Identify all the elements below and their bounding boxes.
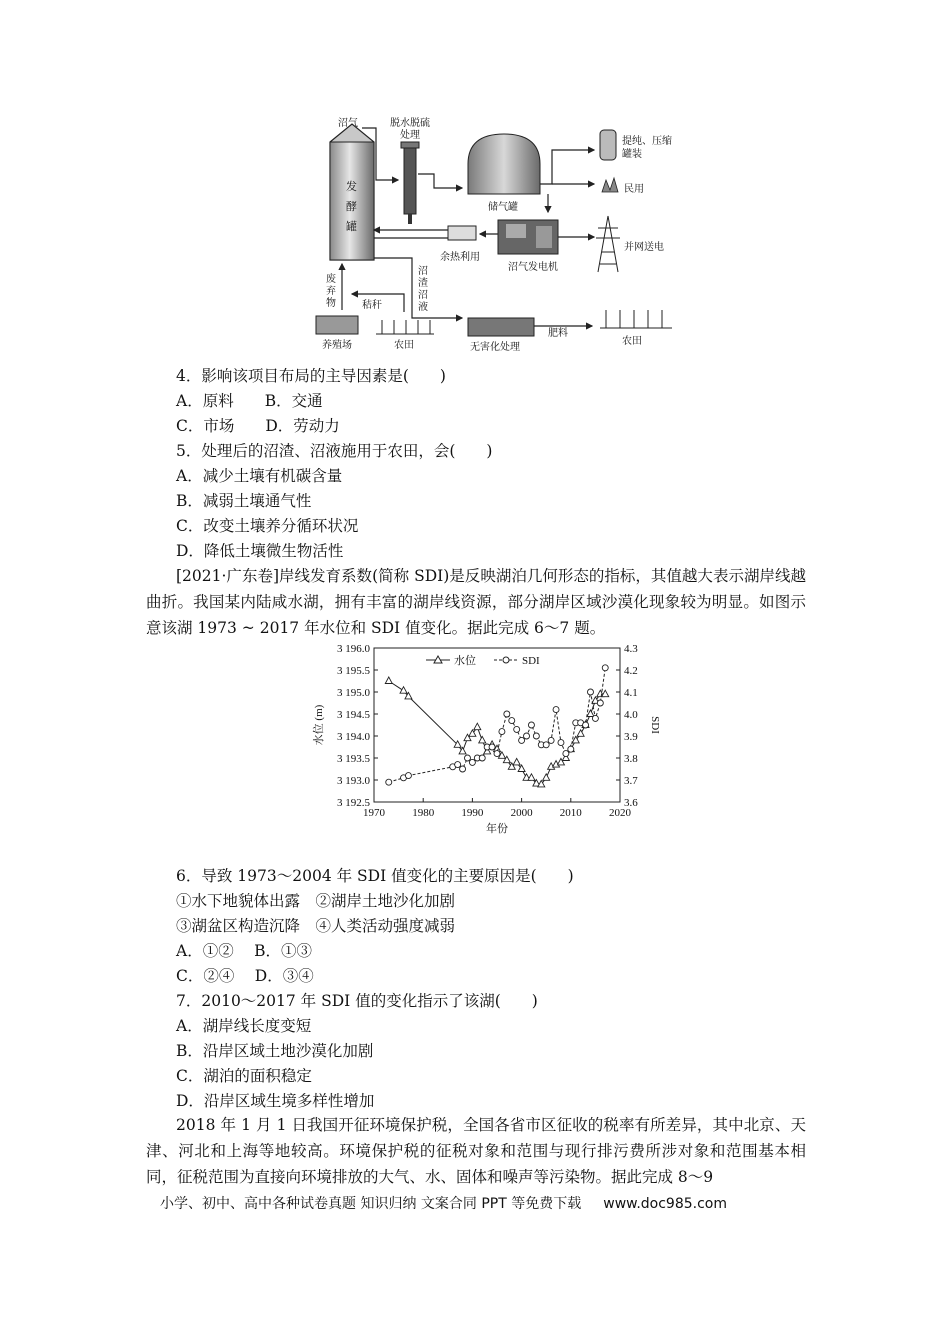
chart-legend xyxy=(426,653,540,667)
x-tick-label: 2000 xyxy=(510,807,533,819)
legend-marker-sdi xyxy=(503,657,509,663)
sdi-point xyxy=(548,737,554,743)
water-level-point xyxy=(474,723,481,730)
q4-options-cd: C．市场 D．劳动力 xyxy=(176,417,340,435)
y-right-tick-label: 4.3 xyxy=(624,643,638,655)
legend-label-water: 水位 xyxy=(454,655,476,667)
sdi-point xyxy=(494,751,500,757)
sdi-point xyxy=(514,726,520,732)
q6-options-cd: C．②④ D．③④ xyxy=(176,967,314,985)
q5-option-a: A．减少土壤有机碳含量 xyxy=(176,467,343,485)
y-right-tick-label: 3.6 xyxy=(624,797,638,809)
residue-label-2: 渣 xyxy=(418,278,428,289)
desulfur-label-2: 处理 xyxy=(400,130,420,141)
y-left-tick-label: 3 193.5 xyxy=(337,753,370,765)
sdi-point xyxy=(543,742,549,748)
q4-stem: 4．影响该项目布局的主导因素是( ) xyxy=(176,367,446,385)
residue-label-1: 沼 xyxy=(418,266,428,277)
sdi-point xyxy=(460,766,466,772)
q6-statements-34: ③湖盆区构造沉降 ④人类活动强度减弱 xyxy=(176,917,456,935)
field1-label: 农田 xyxy=(394,340,414,351)
water-level-point xyxy=(602,690,609,697)
desulfur-tower xyxy=(401,142,419,224)
sdi-point xyxy=(597,700,603,706)
x-tick-label: 2010 xyxy=(559,807,582,819)
residue-label-4: 液 xyxy=(418,302,428,313)
q5-stem: 5．处理后的沼渣、沼液施用于农田，会( ) xyxy=(176,442,493,460)
q5-option-b: B．减弱土壤通气性 xyxy=(176,492,312,510)
q5-option-c: C．改变土壤养分循环状况 xyxy=(176,517,359,535)
fertilizer-label: 肥料 xyxy=(548,328,568,339)
sdi-point xyxy=(602,665,608,671)
y-right-tick-label: 4.1 xyxy=(624,687,638,699)
power-pylon-icon xyxy=(596,216,620,272)
intro-8-9-text: 2018 年 1 月 1 日我国开征环境保护税，全国各省市区征收的税率有所差异，其中北京、天津、河北和上海等地较高。环境保护税的征税对象和范围与现行排污费所涉对象和范围基本相同，征税范围为直接向环境排放的大气、水、固体和噪声等污染物。据此完成 8～9 xyxy=(146,1116,806,1186)
y-left-tick-label: 3 194.0 xyxy=(337,731,370,743)
water-level-point xyxy=(577,730,584,737)
y-right-tick-label: 3.9 xyxy=(624,731,638,743)
series-line-sdi xyxy=(389,668,605,782)
sdi-point xyxy=(464,755,470,761)
sdi-point xyxy=(479,755,485,761)
chart-series xyxy=(385,665,608,787)
intro-6-7-text: [2021·广东卷]岸线发育系数(简称 SDI)是反映湖泊几何形态的指标，其值越大表示湖岸线越曲折。我国某内陆咸水湖，拥有丰富的湖岸线资源，部分湖岸区域沙漠化现象较为明显。如图示意该湖 1973 ~ 2017 年水位和 SDI 值变化。据此完成 6～7 题。 xyxy=(146,567,806,637)
generator-icon xyxy=(498,220,558,254)
sdi-point xyxy=(519,737,525,743)
treatment-pool-icon xyxy=(468,318,534,336)
biogas-label: 沼气 xyxy=(338,118,358,129)
q7-option-a: A．湖岸线长度变短 xyxy=(176,1017,312,1035)
biogas-process-diagram xyxy=(312,112,692,352)
intro-8-9 xyxy=(146,1112,806,1190)
footer-link[interactable]: www.doc985.com xyxy=(603,1196,727,1212)
water-level-point xyxy=(385,677,392,684)
ferment-label-1: 发 xyxy=(346,180,357,193)
sdi-point xyxy=(558,740,564,746)
grid-label: 并网送电 xyxy=(624,242,664,253)
sdi-point xyxy=(509,718,515,724)
y-right-axis-label: SDI xyxy=(649,716,661,734)
footer xyxy=(160,1193,727,1213)
sdi-point xyxy=(469,759,475,765)
civil-label: 民用 xyxy=(624,184,644,195)
q4-options-ab: A．原料 B．交通 xyxy=(176,392,323,410)
q6-options-ab: A．①② B．①③ xyxy=(176,942,313,960)
sdi-point xyxy=(504,711,510,717)
y-left-axis-label: 水位 (m) xyxy=(313,704,325,746)
series-line-water-level xyxy=(389,681,605,784)
storage-tank xyxy=(468,134,540,194)
chart-axes xyxy=(312,643,661,835)
y-right-tick-label: 3.8 xyxy=(624,753,638,765)
y-right-tick-label: 4.2 xyxy=(624,665,638,677)
x-tick-label: 1970 xyxy=(363,807,385,819)
x-tick-label: 1980 xyxy=(412,807,435,819)
waste-label-3: 物 xyxy=(326,298,336,309)
sdi-point xyxy=(405,773,411,779)
field-crops-icon-1 xyxy=(376,320,434,334)
x-axis-label: 年份 xyxy=(486,823,508,835)
water-level-sdi-chart xyxy=(312,638,692,838)
sdi-point xyxy=(583,722,589,728)
heat-exchanger-icon xyxy=(448,226,476,240)
gas-cylinder-icon xyxy=(600,130,616,160)
y-left-tick-label: 3 196.0 xyxy=(337,643,370,655)
q7-option-b: B．沿岸区域土地沙漠化加剧 xyxy=(176,1042,374,1060)
x-tick-label: 2020 xyxy=(609,807,631,819)
heat-label: 余热利用 xyxy=(440,252,480,263)
x-tick-label: 1990 xyxy=(461,807,484,819)
sdi-point xyxy=(528,722,534,728)
sdi-point xyxy=(563,751,569,757)
waste-label-1: 废 xyxy=(326,274,336,285)
desulfur-label-1: 脱水脱硫 xyxy=(390,118,430,129)
ferment-label-2: 酵 xyxy=(346,200,357,213)
sdi-point xyxy=(524,733,530,739)
straw-label: 秸秆 xyxy=(362,300,382,311)
y-left-tick-label: 3 193.0 xyxy=(337,775,370,787)
q7-option-c: C．湖泊的面积稳定 xyxy=(176,1067,312,1085)
sdi-point xyxy=(386,779,392,785)
y-right-tick-label: 3.7 xyxy=(624,775,638,787)
water-level-point xyxy=(543,774,550,781)
water-level-point xyxy=(513,758,520,765)
intro-6-7 xyxy=(146,563,806,641)
q6-stem: 6．导致 1973～2004 年 SDI 值变化的主要原因是( ) xyxy=(176,867,574,885)
generator-label: 沼气发电机 xyxy=(508,262,558,273)
purify-label-2: 罐装 xyxy=(622,149,642,160)
ferment-label-3: 罐 xyxy=(346,220,357,233)
farm-label: 养殖场 xyxy=(322,340,352,351)
sdi-point xyxy=(592,715,598,721)
waste-label-2: 弃 xyxy=(326,286,336,297)
y-left-tick-label: 3 192.5 xyxy=(337,797,370,809)
legend-label-sdi: SDI xyxy=(522,655,540,667)
sdi-point xyxy=(587,689,593,695)
y-left-tick-label: 3 195.5 xyxy=(337,665,370,677)
harmless-label: 无害化处理 xyxy=(470,342,520,352)
water-level-point xyxy=(400,687,407,694)
sdi-point xyxy=(568,746,574,752)
purify-label-1: 提纯、压缩 xyxy=(622,136,672,147)
sdi-point xyxy=(499,729,505,735)
residue-label-3: 沼 xyxy=(418,290,428,301)
field2-label: 农田 xyxy=(622,336,642,347)
q7-stem: 7．2010～2017 年 SDI 值的变化指示了该湖( ) xyxy=(176,992,538,1010)
sdi-point xyxy=(455,762,461,768)
water-level-point xyxy=(528,774,535,781)
footer-text: 小学、初中、高中各种试卷真题 知识归纳 文案合同 PPT 等免费下载 xyxy=(160,1196,582,1212)
water-level-point xyxy=(479,736,486,743)
sdi-point xyxy=(533,733,539,739)
farm-building-icon xyxy=(316,316,358,334)
q6-statements-12: ①水下地貌体出露 ②湖岸土地沙化加剧 xyxy=(176,892,456,910)
y-left-tick-label: 3 195.0 xyxy=(337,687,370,699)
storage-tank-label: 储气罐 xyxy=(488,202,518,213)
sdi-point xyxy=(489,744,495,750)
sdi-point xyxy=(553,707,559,713)
flame-icon xyxy=(602,178,618,192)
y-left-tick-label: 3 194.5 xyxy=(337,709,370,721)
q5-option-d: D．降低土壤微生物活性 xyxy=(176,542,344,560)
field-crops-icon-2 xyxy=(600,310,672,328)
q7-option-d: D．沿岸区域生境多样性增加 xyxy=(176,1092,375,1110)
y-right-tick-label: 4.0 xyxy=(624,709,638,721)
